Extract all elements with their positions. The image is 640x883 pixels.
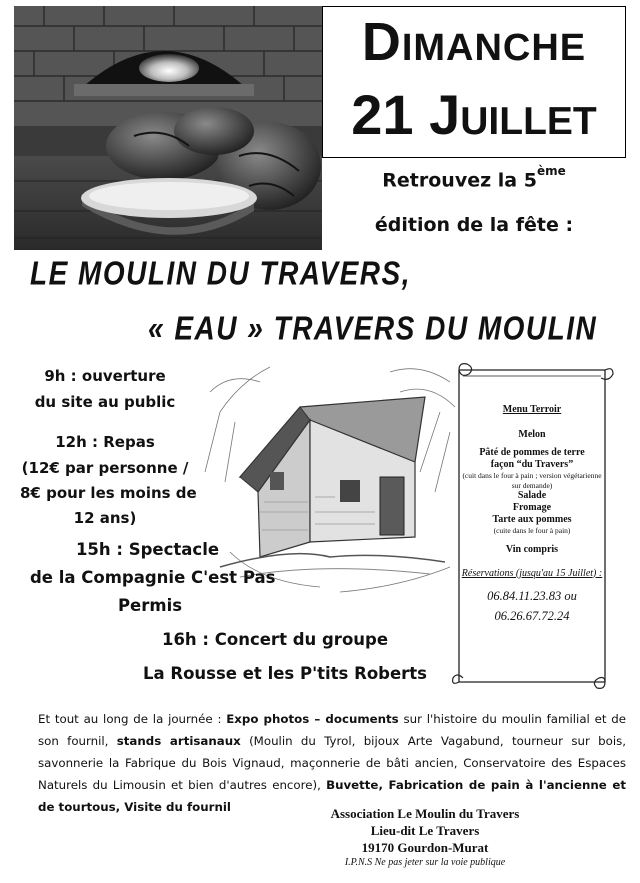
- program-item: 16h : Concert du groupe: [161, 630, 389, 649]
- bread-oven-photo: [14, 6, 322, 250]
- event-day: Dimanche: [361, 12, 587, 72]
- program-item: La Rousse et les P'tits Roberts: [142, 664, 428, 683]
- intro-line-1: Retrouvez la 5ème: [382, 164, 566, 192]
- menu-note: (cuite dans le four à pain): [493, 526, 571, 535]
- program-item: (12€ par personne /: [21, 459, 189, 477]
- menu-phone-2: 06.26.67.72.24: [494, 608, 570, 623]
- menu-note: (cuit dans le four à pain ; version végétarienne sur demande): [462, 471, 602, 490]
- menu-content: [459, 404, 605, 626]
- program-item: du site au public: [34, 393, 176, 411]
- menu-item: Pâté de pommes de terre: [479, 447, 585, 458]
- date-box: [322, 6, 626, 158]
- program-item: 12 ans): [73, 509, 137, 527]
- menu-item: Tarte aux pommes: [492, 514, 572, 525]
- event-title-line-2: « EAU » TRAVERS DU MOULIN: [148, 310, 598, 347]
- program-item: 9h : ouverture: [44, 367, 166, 385]
- menu-wine: Vin compris: [505, 543, 559, 555]
- association-name: Association Le Moulin du Travers: [330, 806, 520, 821]
- program-item: 8€ pour les moins de: [20, 484, 197, 502]
- event-title-line-1: LE MOULIN DU TRAVERS,: [30, 255, 411, 292]
- menu-heading: Menu Terroir: [502, 404, 562, 415]
- menu-item: Fromage: [512, 502, 552, 513]
- menu-phone-1: 06.84.11.23.83 ou: [487, 588, 577, 603]
- menu-item: Salade: [517, 490, 547, 501]
- mill-sketch: [200, 352, 462, 602]
- intro-line-2: édition de la fête :: [374, 214, 574, 236]
- activities-paragraph: Et tout au long de la journée : Expo photos – documents sur l'histoire du moulin familial et de son fournil, stands artisanaux (Moulin du Tyrol, bijoux Arte Vagabund, tourneur sur bois, savonnerie la Fabrique du Bois Vignaud, maçonnerie de bâti ancien, Conservatoire des Espaces Naturels du Limousin et bien d'autres encore), Buvette, Fabrication de pain à l'ancienne et de tourtous, Visite du fournil: [38, 712, 627, 814]
- menu-scroll: [445, 360, 617, 692]
- menu-item: Melon: [518, 429, 546, 440]
- ipns-notice: I.P.N.S Ne pas jeter sur la voie publique: [344, 857, 506, 868]
- program-item: 12h : Repas: [55, 433, 155, 451]
- program-item: Permis: [117, 596, 183, 615]
- program-item: de la Compagnie C'est Pas: [30, 568, 276, 587]
- address-city: 19170 Gourdon-Murat: [361, 840, 489, 855]
- program-item: 15h : Spectacle: [75, 540, 220, 559]
- menu-item: façon “du Travers”: [490, 459, 574, 470]
- address-line: Lieu-dit Le Travers: [370, 823, 480, 838]
- event-date: 21 Juillet: [351, 83, 597, 146]
- menu-reservations: Réservations (jusqu'au 15 Juillet) :: [461, 567, 603, 579]
